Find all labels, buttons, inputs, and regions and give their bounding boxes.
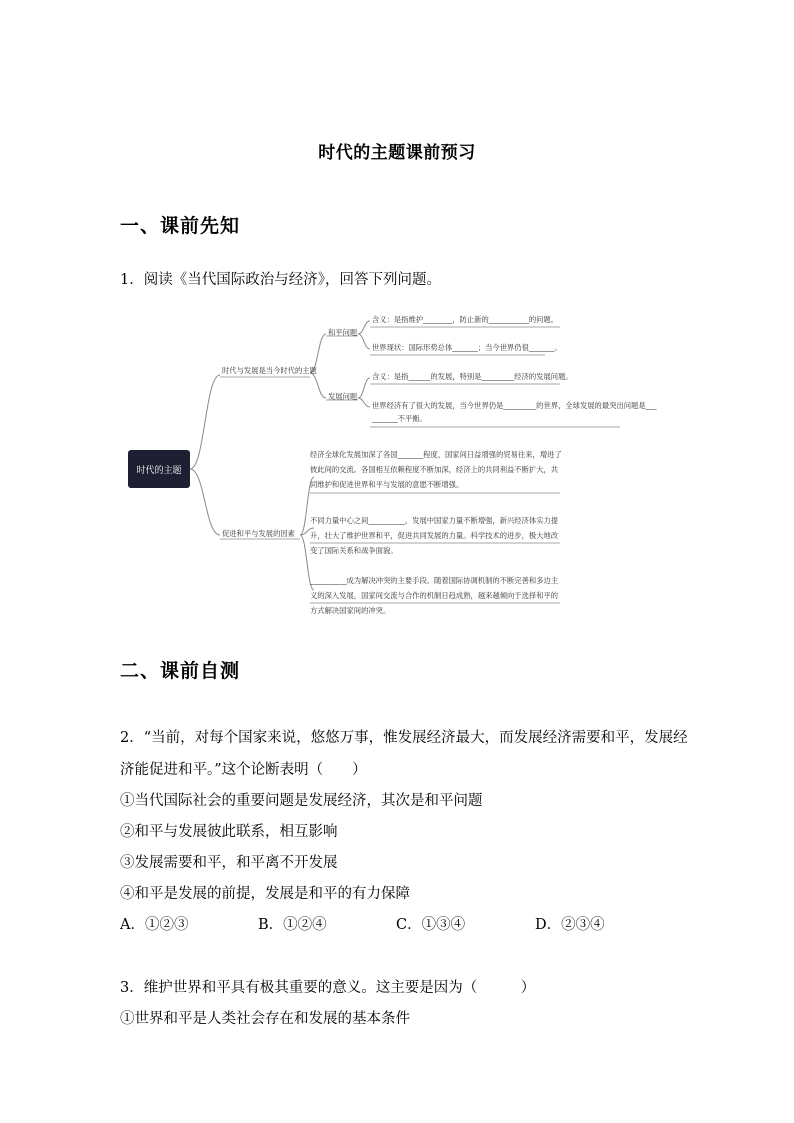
mind-map-peace-status: 世界现状：国际形势总体_______；当今世界仍很_______。 — [372, 343, 562, 352]
mind-map-peace-meaning: 含义：是指维护________，防止新的___________的问题。 — [372, 315, 559, 324]
section-heading-preview: 一、课前先知 — [120, 215, 241, 237]
question-2-option-c[interactable]: C．①③④ — [396, 917, 466, 933]
mind-map-branch-factors: 促进和平与发展的因素 — [222, 529, 295, 538]
section-heading-self-test: 二、课前自测 — [120, 660, 241, 682]
question-2-option-d[interactable]: D．②③④ — [535, 917, 605, 933]
mind-map-node-peace: 和平问题 — [328, 328, 358, 337]
mind-map-factor-power: 不同力量中心之间__________，发展中国家力量不断增强，新兴经济体实力提升，壮大了维护世界和平，促进共同发展的力量。科学技术的进步，极大地改变了国际关系和战争面貌。 — [310, 516, 559, 555]
question-2-stem-line-2: 济能促进和平。”这个论断表明（ ） — [120, 762, 367, 778]
mind-map-development-meaning: 含义：是指______的发展，特别是_________经济的发展问题。 — [372, 372, 573, 381]
mind-map-node-development: 发展问题 — [328, 392, 358, 401]
question-2-item-3: ③发展需要和平，和平离不开发展 — [120, 855, 338, 871]
mind-map-branch-theme: 时代与发展是当今时代的主题 — [222, 366, 317, 375]
mind-map-factor-economy: 经济全球化发展加深了各国_______程度，国家间日益增强的贸易往来，增进了彼此间的交流。各国相互依赖程度不断加深，经济上的共同利益不断扩大，共同维护和促进世界和平与发展的意愿不断增强。 — [310, 450, 562, 489]
question-3-stem: 3．维护世界和平具有极其重要的意义。这主要是因为（ ） — [120, 980, 536, 996]
question-2-stem-line-1: 2．“当前，对每个国家来说，悠悠万事，惟发展经济最大，而发展经济需要和平，发展经 — [120, 730, 688, 746]
question-3-item-1: ①世界和平是人类社会存在和发展的基本条件 — [120, 1011, 410, 1027]
question-2-item-1: ①当代国际社会的重要问题是发展经济，其次是和平问题 — [120, 793, 483, 809]
question-1-text: 1．阅读《当代国际政治与经济》，回答下列问题。 — [120, 272, 441, 288]
page-title: 时代的主题课前预习 — [318, 143, 476, 163]
mind-map-development-status-cont: _______不平衡。 — [372, 414, 427, 423]
mind-map-factor-dialogue: __________成为解决冲突的主要手段。随着国际协调机制的不断完善和多边主义的深入发展，国家间交流与合作的机制日趋成熟，越来越倾向于选择和平的方式解决国家间的冲突。 — [310, 576, 559, 615]
mind-map-root-node: 时代的主题 — [128, 450, 190, 488]
question-2-option-b[interactable]: B．①②④ — [258, 917, 327, 933]
question-2-item-4: ④和平是发展的前提，发展是和平的有力保障 — [120, 886, 410, 902]
mind-map-development-status: 世界经济有了很大的发展，当今世界仍是_________的世界，全球发展的最突出问题是___ — [372, 401, 657, 410]
question-2-item-2: ②和平与发展彼此联系，相互影响 — [120, 824, 338, 840]
mind-map — [120, 303, 657, 625]
question-2-option-a[interactable]: A．①②③ — [120, 917, 189, 933]
